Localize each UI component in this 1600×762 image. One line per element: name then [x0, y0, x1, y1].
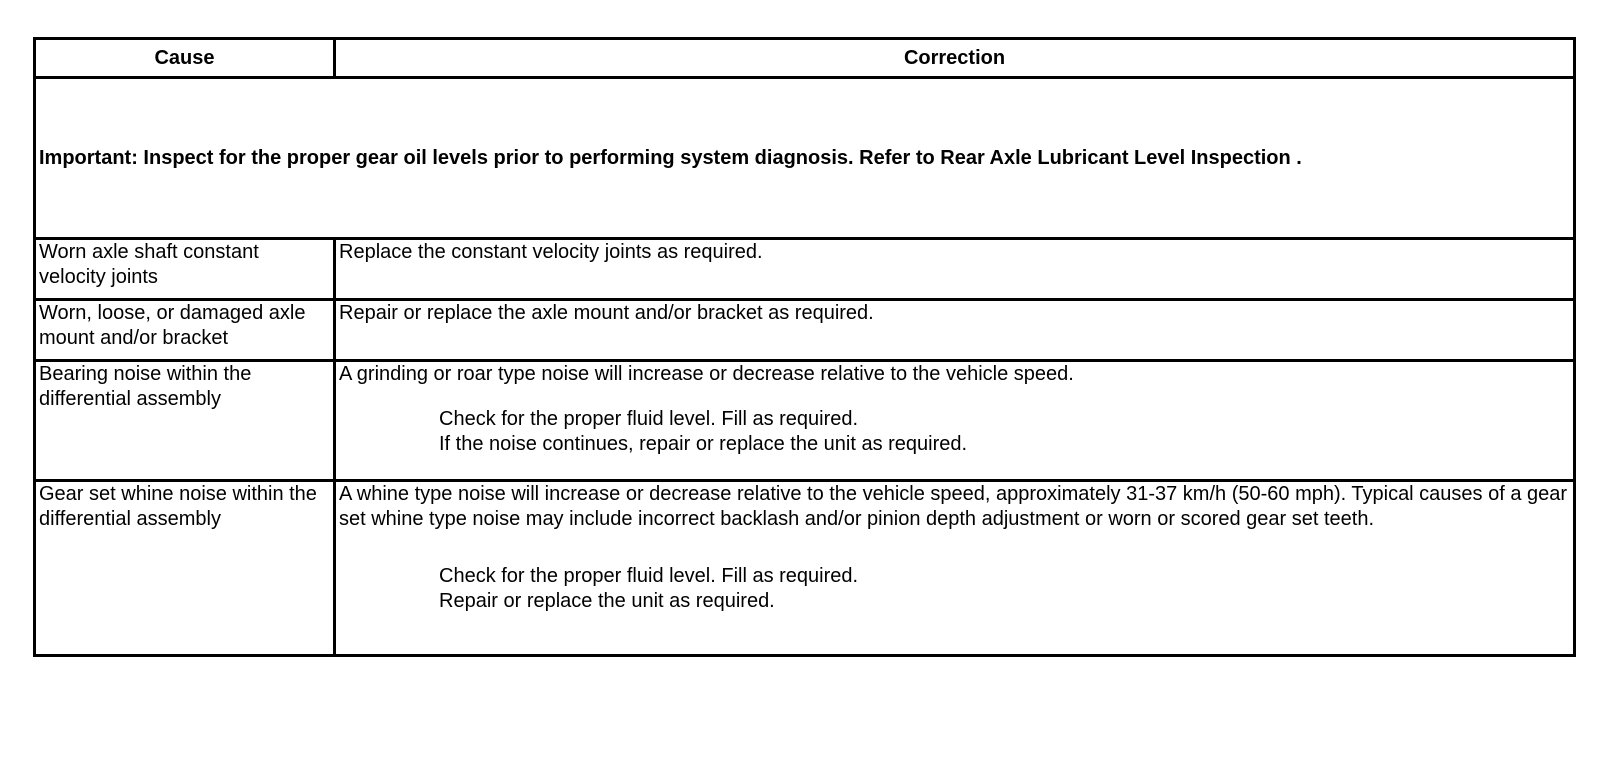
important-row	[35, 78, 1575, 239]
important-note-text: Important: Inspect for the proper gear oil levels prior to performing system diagnosis. Refer to Rear Axle Lubricant Level Inspection .	[39, 146, 1302, 169]
correction-cell: Repair or replace the axle mount and/or bracket as required.	[335, 300, 1575, 361]
step-item: Check for the proper fluid level. Fill as required.	[439, 408, 859, 430]
table-row	[35, 361, 1575, 481]
table-row	[35, 481, 1575, 656]
step-item: Repair or replace the unit as required.	[439, 590, 775, 612]
header-correction: Correction	[335, 39, 1575, 78]
table-row	[35, 239, 1575, 300]
correction-text: A grinding or roar type noise will increase or decrease relative to the vehicle speed.	[339, 363, 1074, 385]
header-cause: Cause	[35, 39, 335, 78]
cause-cell: Gear set whine noise within the differential assembly	[35, 481, 335, 656]
header-row	[35, 39, 1575, 78]
correction-cell	[335, 481, 1575, 656]
cause-cell: Bearing noise within the differential assembly	[35, 361, 335, 481]
step-list	[439, 564, 1570, 614]
correction-text: A whine type noise will increase or decrease relative to the vehicle speed, approximately 31-37 km/h (50-60 mph). Typical causes of a gear set whine type noise may include incorrect backlash and/or pinion depth adjustment or worn or scored gear set teeth.	[339, 483, 1568, 530]
correction-cell	[335, 361, 1575, 481]
step-list	[439, 407, 1570, 457]
diagnostic-table	[33, 37, 1576, 657]
correction-cell: Replace the constant velocity joints as required.	[335, 239, 1575, 300]
cause-cell: Worn, loose, or damaged axle mount and/or bracket	[35, 300, 335, 361]
cause-cell: Worn axle shaft constant velocity joints	[35, 239, 335, 300]
important-note	[35, 78, 1575, 239]
step-item: Check for the proper fluid level. Fill as required.	[439, 565, 859, 587]
table-row	[35, 300, 1575, 361]
step-item: If the noise continues, repair or replace the unit as required.	[439, 433, 968, 455]
